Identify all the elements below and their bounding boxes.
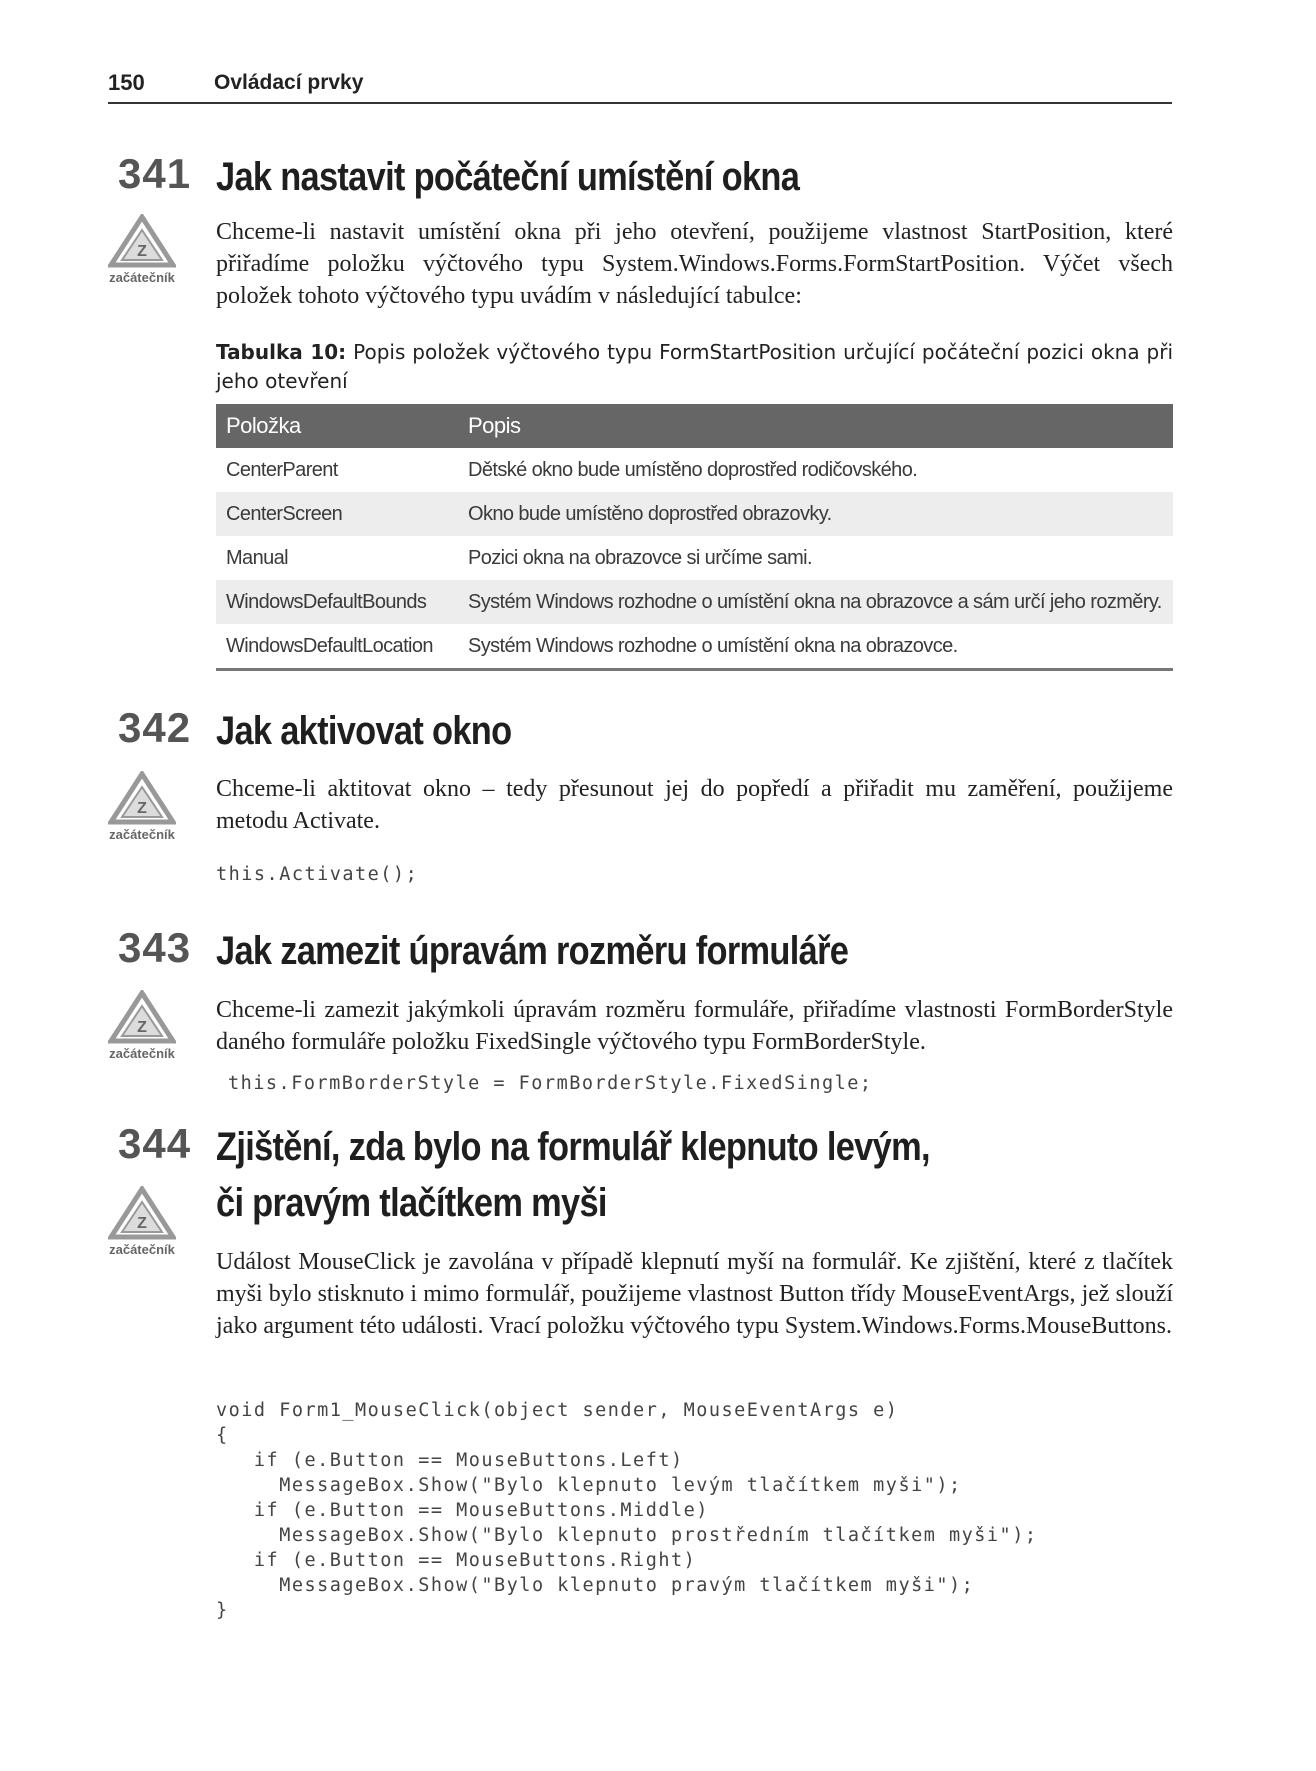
section-title: Jak nastavit počáteční umístění okna — [216, 155, 800, 199]
section-341-heading — [108, 150, 1172, 206]
section-342-text: Chceme-li aktitovat okno – tedy přesunout jej do popředí a přiřadit mu zaměření, použijeme metodu Activate. — [216, 776, 1173, 834]
table-cell: Systém Windows rozhodne o umístění okna na obrazovce a sám určí jeho rozměry. — [458, 580, 1173, 624]
beginner-triangle-icon — [108, 214, 176, 268]
badge-label: začátečník — [109, 1046, 175, 1061]
beginner-badge — [102, 214, 182, 292]
start-position-table — [216, 404, 1173, 671]
svg-text:Z: Z — [137, 1215, 147, 1232]
badge-label: začátečník — [109, 1242, 175, 1257]
caption-text: Popis položek výčtového typu FormStartPosition určující počáteční pozici okna při jeho otevření — [216, 340, 1174, 393]
section-title-line-2: či pravým tlačítkem myši — [216, 1181, 607, 1225]
section-342-heading — [108, 704, 1172, 760]
table-cell: Pozici okna na obrazovce si určíme sami. — [468, 546, 812, 569]
svg-text:Z: Z — [137, 800, 147, 817]
beginner-triangle-icon — [108, 771, 176, 825]
section-number: 342 — [118, 704, 192, 751]
table-header-cell: Popis — [458, 404, 1173, 448]
table-row — [216, 580, 1173, 624]
badge-label: začátečník — [109, 270, 175, 285]
table-row — [216, 448, 1173, 492]
beginner-badge — [102, 990, 182, 1068]
beginner-badge — [102, 771, 182, 849]
beginner-triangle-icon — [108, 990, 176, 1044]
running-header — [108, 70, 1172, 104]
table-row — [216, 536, 1173, 580]
section-344-text: Událost MouseClick je zavolána v případě klepnutí myší na formulář. Ke zjištění, které z tlačítek myši bylo stisknuto i mimo formulář, použijeme vlastnost Button třídy MouseEventArgs, jež slouží jako argument této události. Vrací položku výčtového typu System.Windows.Forms.MouseButtons. — [216, 1249, 1173, 1339]
table-cell: Okno bude umístěno doprostřed obrazovky. — [458, 492, 1173, 536]
beginner-triangle-icon — [108, 1186, 176, 1240]
code-block: this.Activate(); — [216, 864, 419, 885]
table-row — [216, 492, 1173, 536]
svg-text:Z: Z — [137, 1019, 147, 1036]
svg-text:Z: Z — [137, 243, 147, 260]
badge-label: začátečník — [109, 827, 175, 842]
beginner-badge — [102, 1186, 182, 1264]
table-cell: WindowsDefaultLocation — [216, 624, 458, 670]
table-caption — [216, 338, 1173, 396]
table-cell: Manual — [226, 546, 288, 569]
table-cell: Dětské okno bude umístěno doprostřed rodičovského. — [468, 458, 918, 481]
table-header-cell: Položka — [216, 404, 458, 448]
table-row — [216, 624, 1173, 670]
section-title: Jak zamezit úpravám rozměru formuláře — [216, 929, 849, 973]
table-header-row — [216, 404, 1173, 448]
table-cell: WindowsDefaultBounds — [216, 580, 458, 624]
section-number: 343 — [118, 924, 192, 971]
section-341-text: Chceme-li nastavit umístění okna při jeho otevření, použijeme vlastnost StartPosition, které přiřadíme položku výčtového typu System.Windows.Forms.FormStartPosition. Výčet všech položek tohoto výčtového typu uvádím v následující tabulce: — [216, 219, 1173, 309]
section-343-heading — [108, 924, 1172, 980]
code-block: void Form1_MouseClick(object sender, MouseEventArgs e) { if (e.Button == MouseButtons.Left) MessageBox.Show("Bylo klepnuto levým tlačítkem myši"); if (e.Button == MouseButtons.Middle) MessageBox.Show("Bylo klepnuto prostředním tlačítkem myši"); if (e.Button == MouseButtons.Right) MessageBox.Show("Bylo klepnuto pravým tlačítkem myši"); } — [216, 1400, 1038, 1621]
table-cell: CenterScreen — [216, 492, 458, 536]
caption-label: Tabulka 10: — [216, 340, 347, 364]
section-title: Jak aktivovat okno — [216, 709, 512, 753]
section-title-line-1: Zjištění, zda bylo na formulář klepnuto levým, — [216, 1125, 930, 1169]
table-cell: Systém Windows rozhodne o umístění okna na obrazovce. — [458, 624, 1173, 670]
section-344-heading — [108, 1120, 1172, 1232]
page-number: 150 — [108, 70, 145, 95]
table-cell: CenterParent — [226, 458, 338, 481]
section-number: 341 — [118, 150, 192, 197]
code-block: this.FormBorderStyle = FormBorderStyle.FixedSingle; — [228, 1073, 873, 1094]
chapter-title: Ovládací prvky — [214, 71, 364, 94]
section-343-text: Chceme-li zamezit jakýmkoli úpravám rozměru formuláře, přiřadíme vlastnosti FormBorderStyle daného formuláře položku FixedSingle výčtového typu FormBorderStyle. — [216, 997, 1173, 1055]
section-number: 344 — [118, 1120, 192, 1167]
